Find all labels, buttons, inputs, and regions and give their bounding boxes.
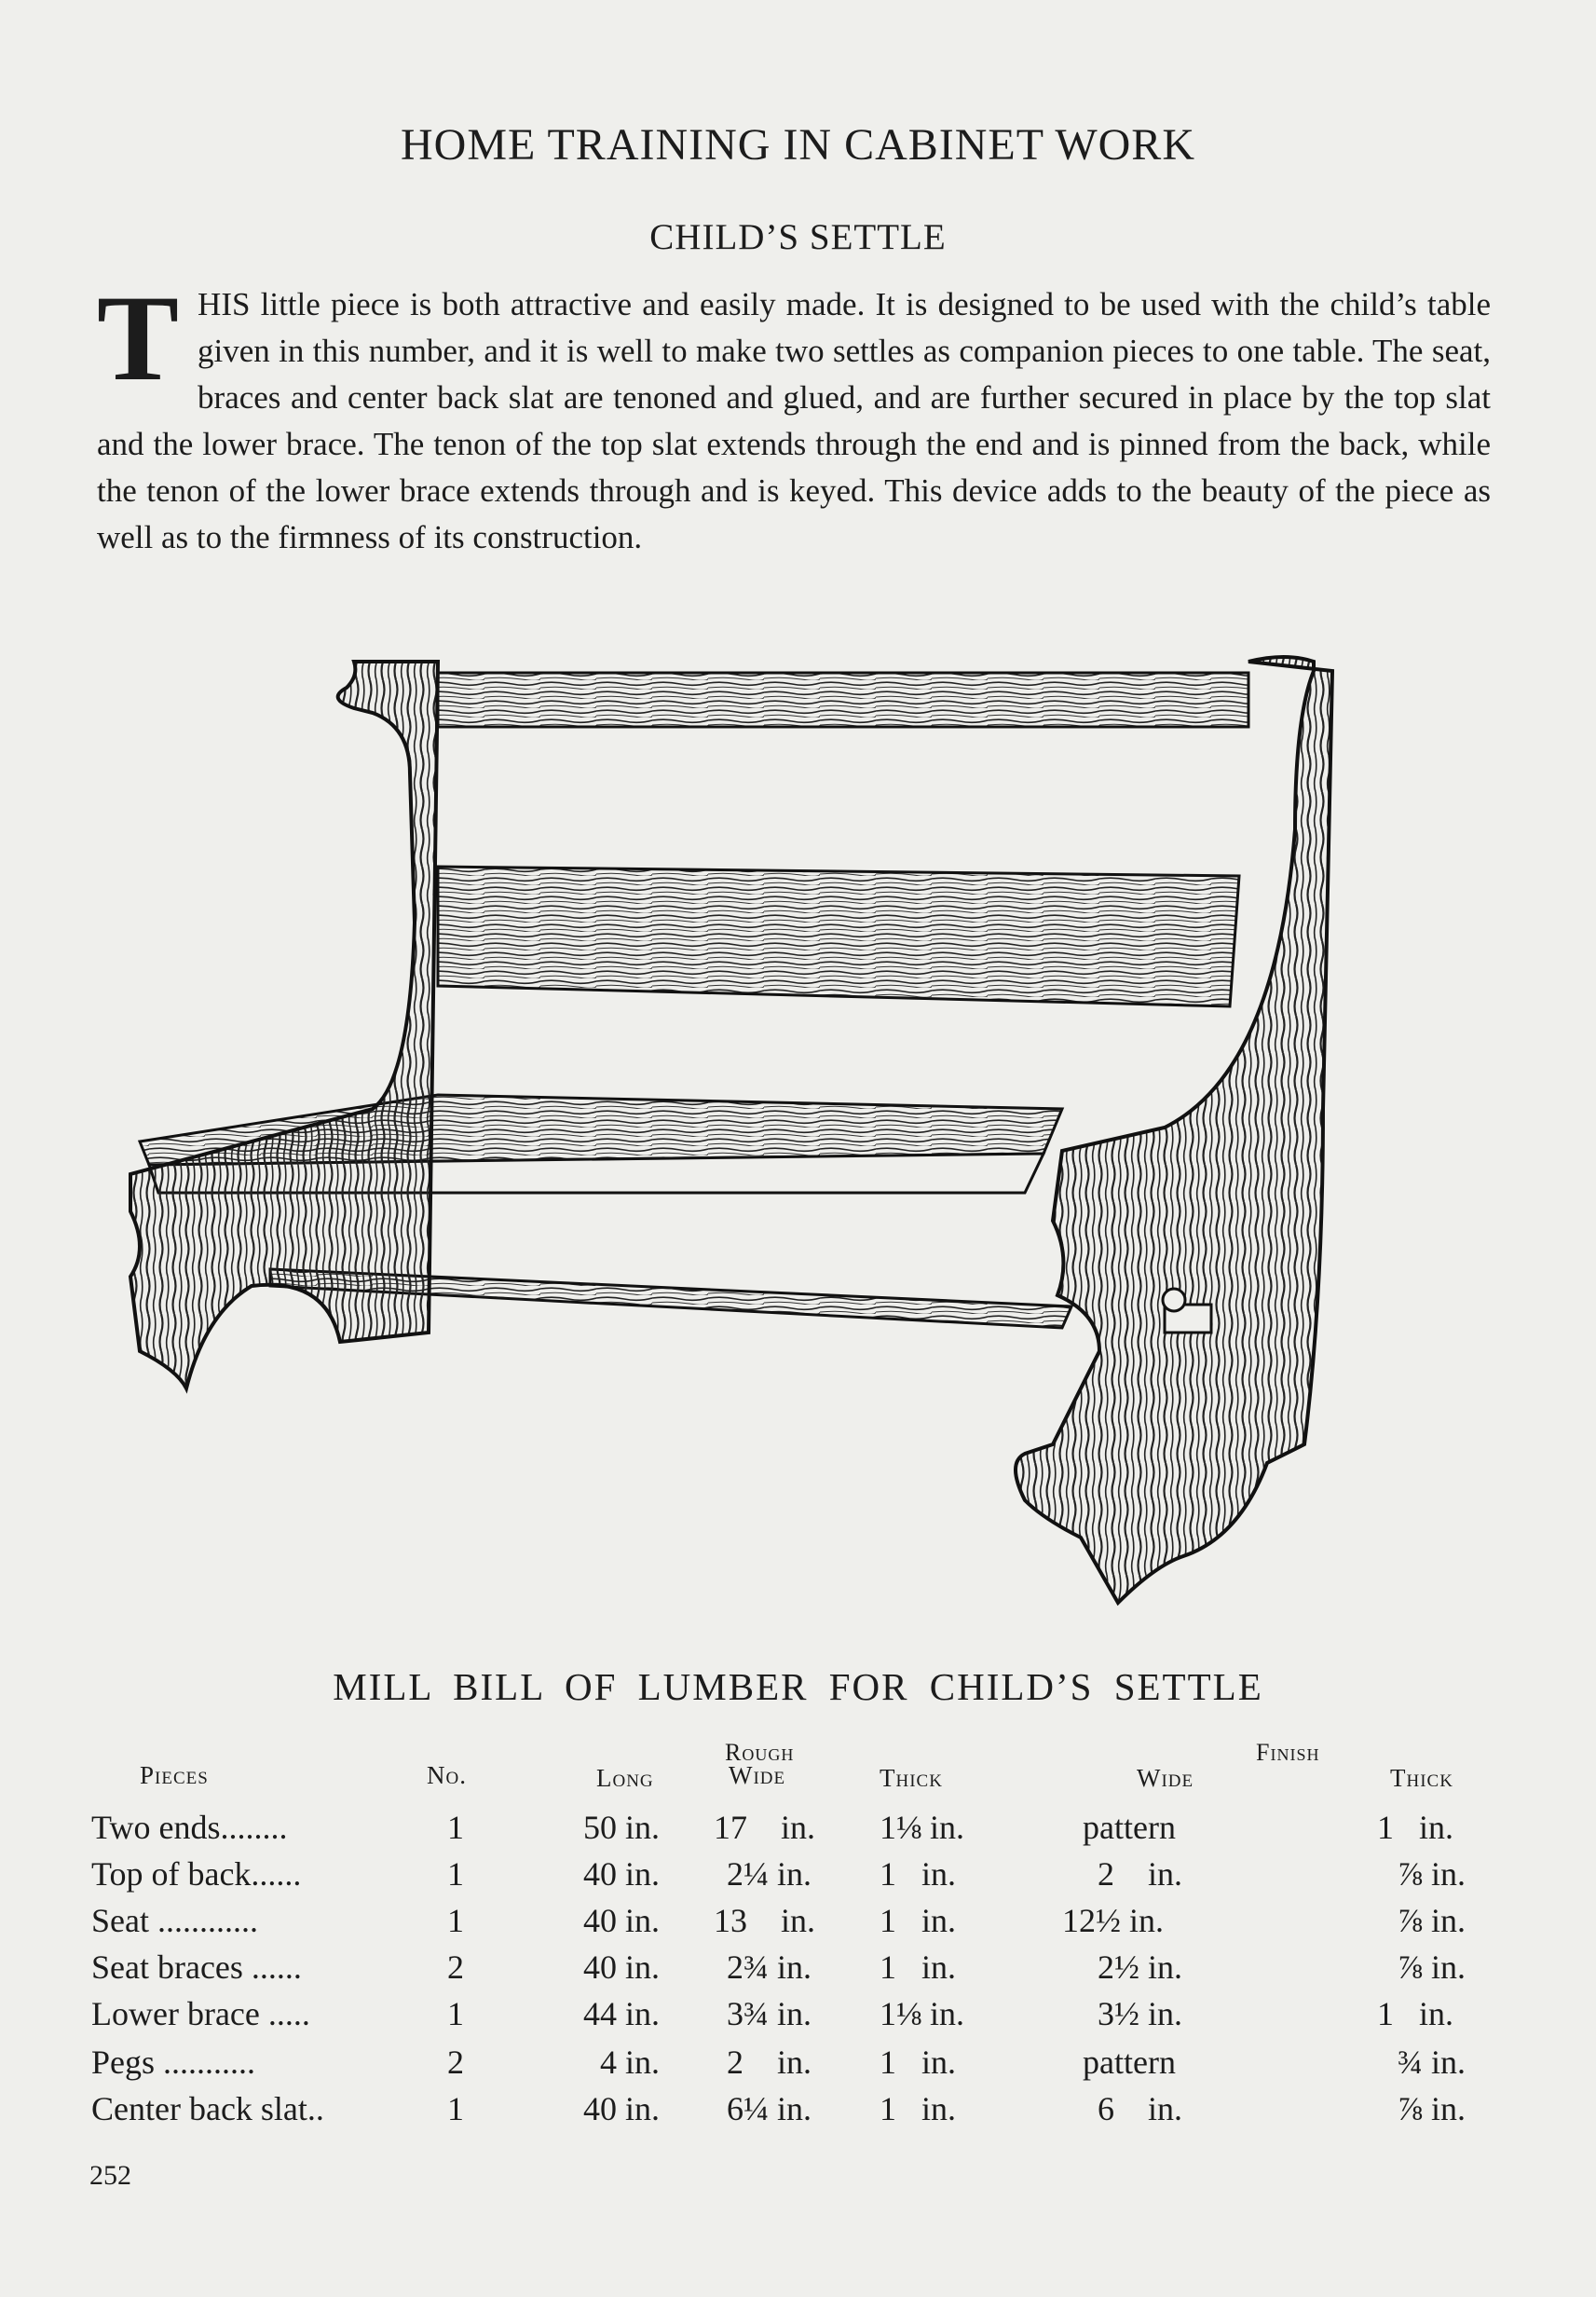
cell-piece: Center back slat.. — [91, 2090, 324, 2127]
cell-finish-wide: pattern — [1083, 1809, 1176, 1846]
cell-finish-wide: 2 in. — [1098, 1855, 1183, 1893]
cell-piece: Two ends........ — [91, 1809, 288, 1846]
finish-group-header: Finish — [1256, 1739, 1320, 1766]
table-row — [0, 1808, 1596, 1854]
page-number: 252 — [89, 2160, 131, 2191]
header-no: No. — [427, 1761, 467, 1789]
cell-no: 1 — [447, 1995, 464, 2032]
center-back-slat — [438, 867, 1239, 1006]
cell-finish-wide: pattern — [1083, 2044, 1176, 2081]
cell-long: 40 in. — [583, 1902, 661, 1939]
cell-no: 1 — [447, 1809, 464, 1846]
cell-finish-thick: ¾ in. — [1398, 2044, 1466, 2081]
cell-finish-thick: 1 in. — [1377, 1995, 1454, 2032]
cell-rough-wide: 13 in. — [714, 1902, 816, 1939]
cell-piece: Top of back...... — [91, 1855, 302, 1893]
cell-long: 40 in. — [583, 2090, 661, 2127]
header-pieces: Pieces — [140, 1761, 209, 1789]
cell-rough-wide: 2¾ in. — [727, 1948, 812, 1986]
header-finish-wide: Wide — [1137, 1764, 1194, 1792]
cell-finish-wide: 6 in. — [1098, 2090, 1183, 2127]
article-body — [97, 269, 1491, 561]
cell-long: 44 in. — [583, 1995, 661, 2032]
cell-piece: Seat ............ — [91, 1902, 258, 1939]
cell-long: 50 in. — [583, 1809, 661, 1846]
cell-finish-wide: 2½ in. — [1098, 1948, 1183, 1986]
article-body-text: HIS little piece is both attractive and easily made. It is designed to be used with the child’s table given in this number, and it is well to make two settles as companion pieces to one table. The seat, braces and center back slat are tenoned and glued, and are further secured in place by the top slat and the lower brace. The tenon of the top slat extends through the end and is pinned from the back, while the tenon of the lower brace extends through and is keyed. This device adds to the beauty of the piece as well as to the firmness of its construction. — [97, 286, 1491, 555]
top-back-slat — [438, 673, 1248, 727]
right-end — [1016, 657, 1332, 1603]
header-rough-thick: Thick — [880, 1764, 943, 1792]
cell-finish-thick: ⅞ in. — [1398, 2090, 1466, 2127]
table-row — [0, 1994, 1596, 2041]
cell-long: 40 in. — [583, 1855, 661, 1893]
header-rough-wide: Wide — [729, 1761, 786, 1789]
table-row — [0, 1901, 1596, 1948]
left-end — [130, 662, 438, 1388]
cell-rough-wide: 2¼ in. — [727, 1855, 812, 1893]
cell-rough-thick: 1⅛ in. — [880, 1809, 965, 1846]
header-long: Long — [596, 1764, 654, 1792]
table-row — [0, 2043, 1596, 2089]
cell-rough-wide: 3¾ in. — [727, 1995, 812, 2032]
cell-no: 1 — [447, 1902, 464, 1939]
cell-finish-wide: 3½ in. — [1098, 1995, 1183, 2032]
drop-cap: T — [97, 269, 180, 406]
cell-piece: Pegs ........... — [91, 2044, 256, 2081]
cell-finish-thick: ⅞ in. — [1398, 1902, 1466, 1939]
cell-rough-thick: 1 in. — [880, 1948, 957, 1986]
settle-illustration — [93, 643, 1416, 1621]
cell-rough-thick: 1 in. — [880, 2090, 957, 2127]
cell-no: 2 — [447, 1948, 464, 1986]
cell-no: 1 — [447, 2090, 464, 2127]
cell-rough-thick: 1 in. — [880, 1902, 957, 1939]
cell-finish-thick: ⅞ in. — [1398, 1855, 1466, 1893]
running-head: HOME TRAINING IN CABINET WORK — [401, 120, 1195, 170]
cell-finish-wide: 12½ in. — [1062, 1902, 1165, 1939]
cell-long: 40 in. — [583, 1948, 661, 1986]
cell-finish-thick: ⅞ in. — [1398, 1948, 1466, 1986]
cell-rough-thick: 1⅛ in. — [880, 1995, 965, 2032]
cell-rough-thick: 1 in. — [880, 1855, 957, 1893]
cell-rough-wide: 2 in. — [727, 2044, 812, 2081]
cell-rough-thick: 1 in. — [880, 2044, 957, 2081]
rough-group-header: Rough — [725, 1739, 795, 1766]
cell-finish-thick: 1 in. — [1377, 1809, 1454, 1846]
cell-rough-wide: 17 in. — [714, 1809, 816, 1846]
article-title: CHILD’S SETTLE — [649, 217, 947, 257]
cell-piece: Seat braces ...... — [91, 1948, 302, 1986]
cell-long: 4 in. — [600, 2044, 661, 2081]
cell-piece: Lower brace ..... — [91, 1995, 310, 2032]
header-finish-thick: Thick — [1390, 1764, 1453, 1792]
cell-no: 2 — [447, 2044, 464, 2081]
table-row — [0, 1854, 1596, 1901]
mill-bill-title: MILL BILL OF LUMBER FOR CHILD’S SETTLE — [333, 1665, 1263, 1708]
table-row — [0, 1948, 1596, 1994]
table-row — [0, 2089, 1596, 2136]
cell-rough-wide: 6¼ in. — [727, 2090, 812, 2127]
cell-no: 1 — [447, 1855, 464, 1893]
